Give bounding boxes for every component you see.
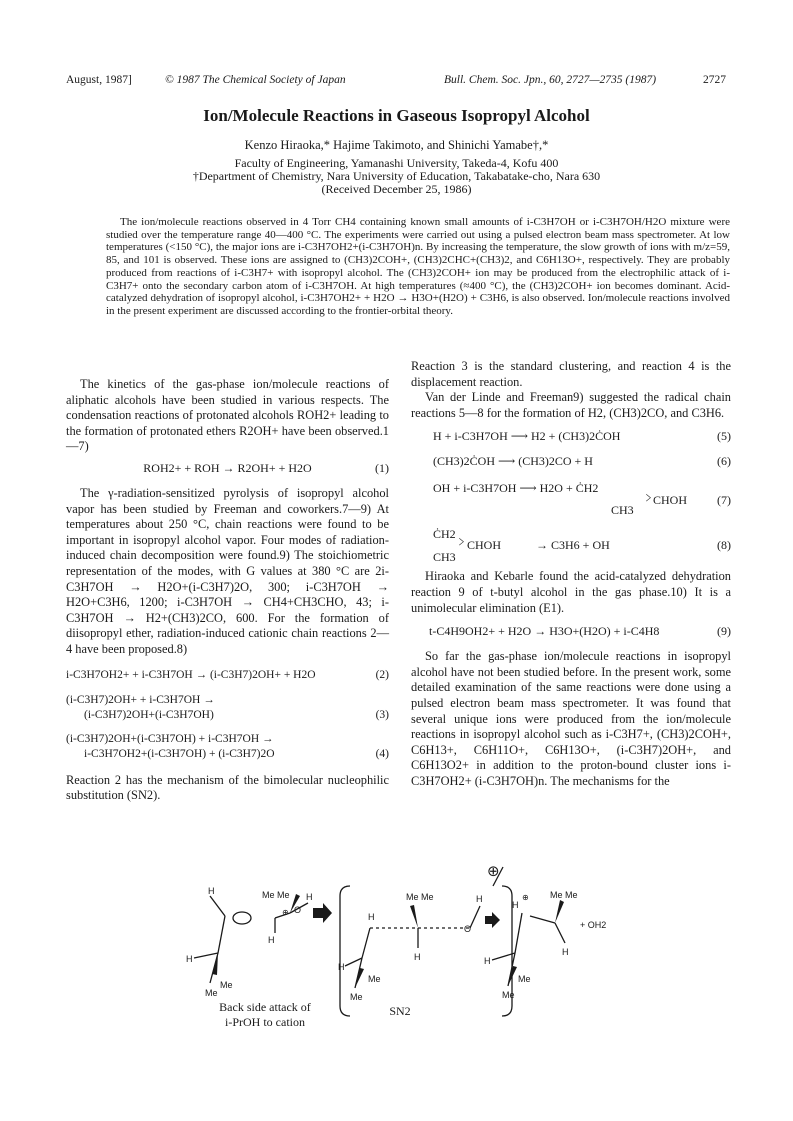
left-paragraph-1: The kinetics of the gas-phase ion/molecule reactions of aliphatic alcohols have been studied in various respects. The condensation reactions of protonated alcohols ROH2+ leading to the formation of protonated ethers R2OH+ have been observed.1—7) xyxy=(66,377,389,454)
reaction-arrow xyxy=(485,912,500,928)
atom-label-me: Me xyxy=(220,980,233,990)
bond xyxy=(210,896,225,916)
scheme-caption-mid: SN2 xyxy=(389,1004,411,1018)
equation-3: (i-C3H7)2OH+ + i-C3H7OH → (i-C3H7)2OH+(i-C3H7OH) (3) xyxy=(66,693,389,722)
atom-label-me: Me xyxy=(518,974,531,984)
charge-label: ⊕ xyxy=(522,893,529,902)
equation-9: t-C4H9OH2+ + H2O → H3O+(H2O) + i-C4H8 (9) xyxy=(429,624,731,639)
equation-5: H + i-C3H7OH ⟶ H2 + (CH3)2ĊOH (5) xyxy=(433,429,731,444)
atom-label-me: Me xyxy=(502,990,515,1000)
affiliation-1: Faculty of Engineering, Yamanashi University, Takeda-4, Kofu 400 xyxy=(234,156,559,170)
equation-1: ROH2+ + ROH → R2OH+ + H2O (1) xyxy=(143,460,389,475)
abstract-text: The ion/molecule reactions observed in 4 Torr CH4 containing known small amounts of i-C3H7OH or i-C3H7OH/H2O mixture were studied over the temperature range 40—400 °C. The experiments were carried out using a pulsed electron beam mass spectrometer. At low temperatures (<150 °C), the major ions are i-C3H7OH2+(i-C3H7OH)n. By increasing the temperature, the slow growth of ions with m/z=59, 85, and 101 is observed. These ions are assigned to (CH3)2COH+, (CH3)2CHC+(CH3)2, and C6H13O+, respectively. They are probably produced from reactions of i-C3H7+ with isopropyl alcohol. The (CH3)2COH+ ion may be produced from the electrophilic attack of i-C3H7+ onto the secondary carbon atom of i-C3H7OH. At high temperatures (≈400 °C), the (CH3)2COH+ ion becomes dominant. Acid-catalyzed dehydration of isopropyl alcohol, i-C3H7OH2+ + H2O → H3O+(H2O) + C3H6, is also observed. Ion/molecule reactions involved in the present experiment are discussed according to the frontier-orbital theory. xyxy=(106,216,730,317)
bond xyxy=(515,913,522,953)
right-paragraph-2: Van der Linde and Freeman9) suggested the radical chain reactions 5—8 for the formation of H2, (CH3)2CO, and C3H6. xyxy=(411,390,731,420)
equation-7: OH + i-C3H7OH ⟶ H2O + ĊH2 > CHOH CH3 (7) xyxy=(433,481,731,518)
atom-label-me: Me xyxy=(205,988,218,998)
bond xyxy=(218,916,225,953)
scheme-caption-left: Back side attack of i-PrOH to cation xyxy=(219,1000,311,1029)
equation-6: (CH3)2ĊOH ⟶ (CH3)2CO + H (6) xyxy=(433,454,731,469)
bond xyxy=(194,953,218,958)
atom-label-o: O xyxy=(294,905,302,915)
wedge-bond xyxy=(355,968,364,988)
left-column xyxy=(66,377,389,804)
bond xyxy=(470,906,480,928)
wedge-bond xyxy=(410,905,418,928)
right-paragraph-1: Reaction 3 is the standard clustering, and reaction 4 is the displacement reaction. xyxy=(411,359,731,389)
bond xyxy=(555,923,565,943)
received-date: (Received December 25, 1986) xyxy=(321,182,472,196)
lone-pair-orbital xyxy=(233,912,251,924)
affiliation-2: †Department of Chemistry, Nara University of Education, Takabatake-cho, Nara 630 xyxy=(192,169,601,183)
author-list: Kenzo Hiraoka,* Hajime Takimoto, and Shinichi Yamabe†,* xyxy=(244,138,549,152)
charge-label: ⊕ xyxy=(487,863,500,880)
atom-label-h: H xyxy=(512,900,519,910)
atom-label-h: H xyxy=(268,935,275,945)
right-column xyxy=(411,359,731,790)
atom-label-h: H xyxy=(186,954,193,964)
bond xyxy=(345,958,362,966)
atom-label-o: O xyxy=(464,924,472,934)
atom-label-me-me: Me Me xyxy=(406,892,434,902)
atom-label-h: H xyxy=(208,886,215,896)
left-paragraph-2: The γ-radiation-sensitized pyrolysis of isopropyl alcohol vapor has been studied by Freeman and coworkers.7—9) At temperatures about 250 °C, chain reactions were found to be important in isopropyl alcohol vapor. Four modes of radiation-induced chain decomposition were found.9) The stoichiometric representation of the modes, with G values at 380 °C are 2i-C3H7OH → H2O+(i-C3H7)2O, 300; i-C3H7OH → H2O+C3H6, 1200; i-C3H7OH → CH4+CH3CHO, 43; i-C3H7OH → H2+(CH3)2CO, 600. For the formation of diisopropyl ether, radiation-induced cationic chain reactions 2—4 have been proposed.8) xyxy=(66,485,389,656)
atom-label-me-me: Me Me xyxy=(262,890,290,900)
left-paragraph-3: Reaction 2 has the mechanism of the bimolecular nucleophilic substitution (SN2). xyxy=(66,772,389,803)
header-date: August, 1987] xyxy=(66,74,132,86)
atom-label-oh2: + OH2 xyxy=(580,920,607,930)
reaction-arrow xyxy=(313,903,332,923)
bond xyxy=(362,928,370,958)
header-journal: Bull. Chem. Soc. Jpn., 60, 2727—2735 (1987) xyxy=(444,74,657,86)
wedge-bond xyxy=(212,953,218,975)
charge-label: ⊕ xyxy=(282,908,289,917)
header-copyright: © 1987 The Chemical Society of Japan xyxy=(165,74,346,86)
bracket-left xyxy=(340,886,350,1016)
atom-label-h: H xyxy=(414,952,421,962)
atom-label-h: H xyxy=(338,962,345,972)
equation-2: i-C3H7OH2+ + i-C3H7OH → (i-C3H7)2OH+ + H2O (2) xyxy=(66,668,389,681)
atom-label-me: Me xyxy=(350,992,363,1002)
equation-4: (i-C3H7)2OH+(i-C3H7OH) + i-C3H7OH → i-C3H7OH2+(i-C3H7OH) + (i-C3H7)2O (4) xyxy=(66,732,389,761)
atom-label-h: H xyxy=(306,892,313,902)
header-page-number: 2727 xyxy=(703,74,726,86)
right-paragraph-4: So far the gas-phase ion/molecule reactions in isopropyl alcohol have not been studied before. In the present work, some detailed examination of the same reactions were done using a pulsed electron beam mass spectrometer. It was found that several unique ions were produced from the ion/molecule reactions in isopropyl alcohol such as i-C3H7+, (CH3)2COH+, C6H13+, C6H11O+, C6H13O+, (i-C3H7)2OH+, and C6H13O2+ in addition to the proton-bound cluster ions i-C3H7OH2+ (i-C3H7OH)n. The mechanisms for the xyxy=(411,649,731,788)
abstract xyxy=(106,216,730,318)
atom-label-h: H xyxy=(484,956,491,966)
bond xyxy=(530,916,555,923)
wedge-bond xyxy=(555,900,564,923)
atom-label-me-me: Me Me xyxy=(550,890,578,900)
article-title: Ion/Molecule Reactions in Gaseous Isopropyl Alcohol xyxy=(203,106,590,125)
atom-label-h: H xyxy=(368,912,375,922)
atom-label-h: H xyxy=(562,947,569,957)
atom-label-h: H xyxy=(476,894,483,904)
right-paragraph-3: Hiraoka and Kebarle found the acid-catalyzed dehydration reaction 9 of t-butyl alcohol in the gas phase.10) It is a unimolecular elimination (E1). xyxy=(411,569,731,615)
atom-label-me: Me xyxy=(368,974,381,984)
equation-8: ĊH2 > CHOH CH3 → C3H6 + OH (8) xyxy=(433,527,731,565)
